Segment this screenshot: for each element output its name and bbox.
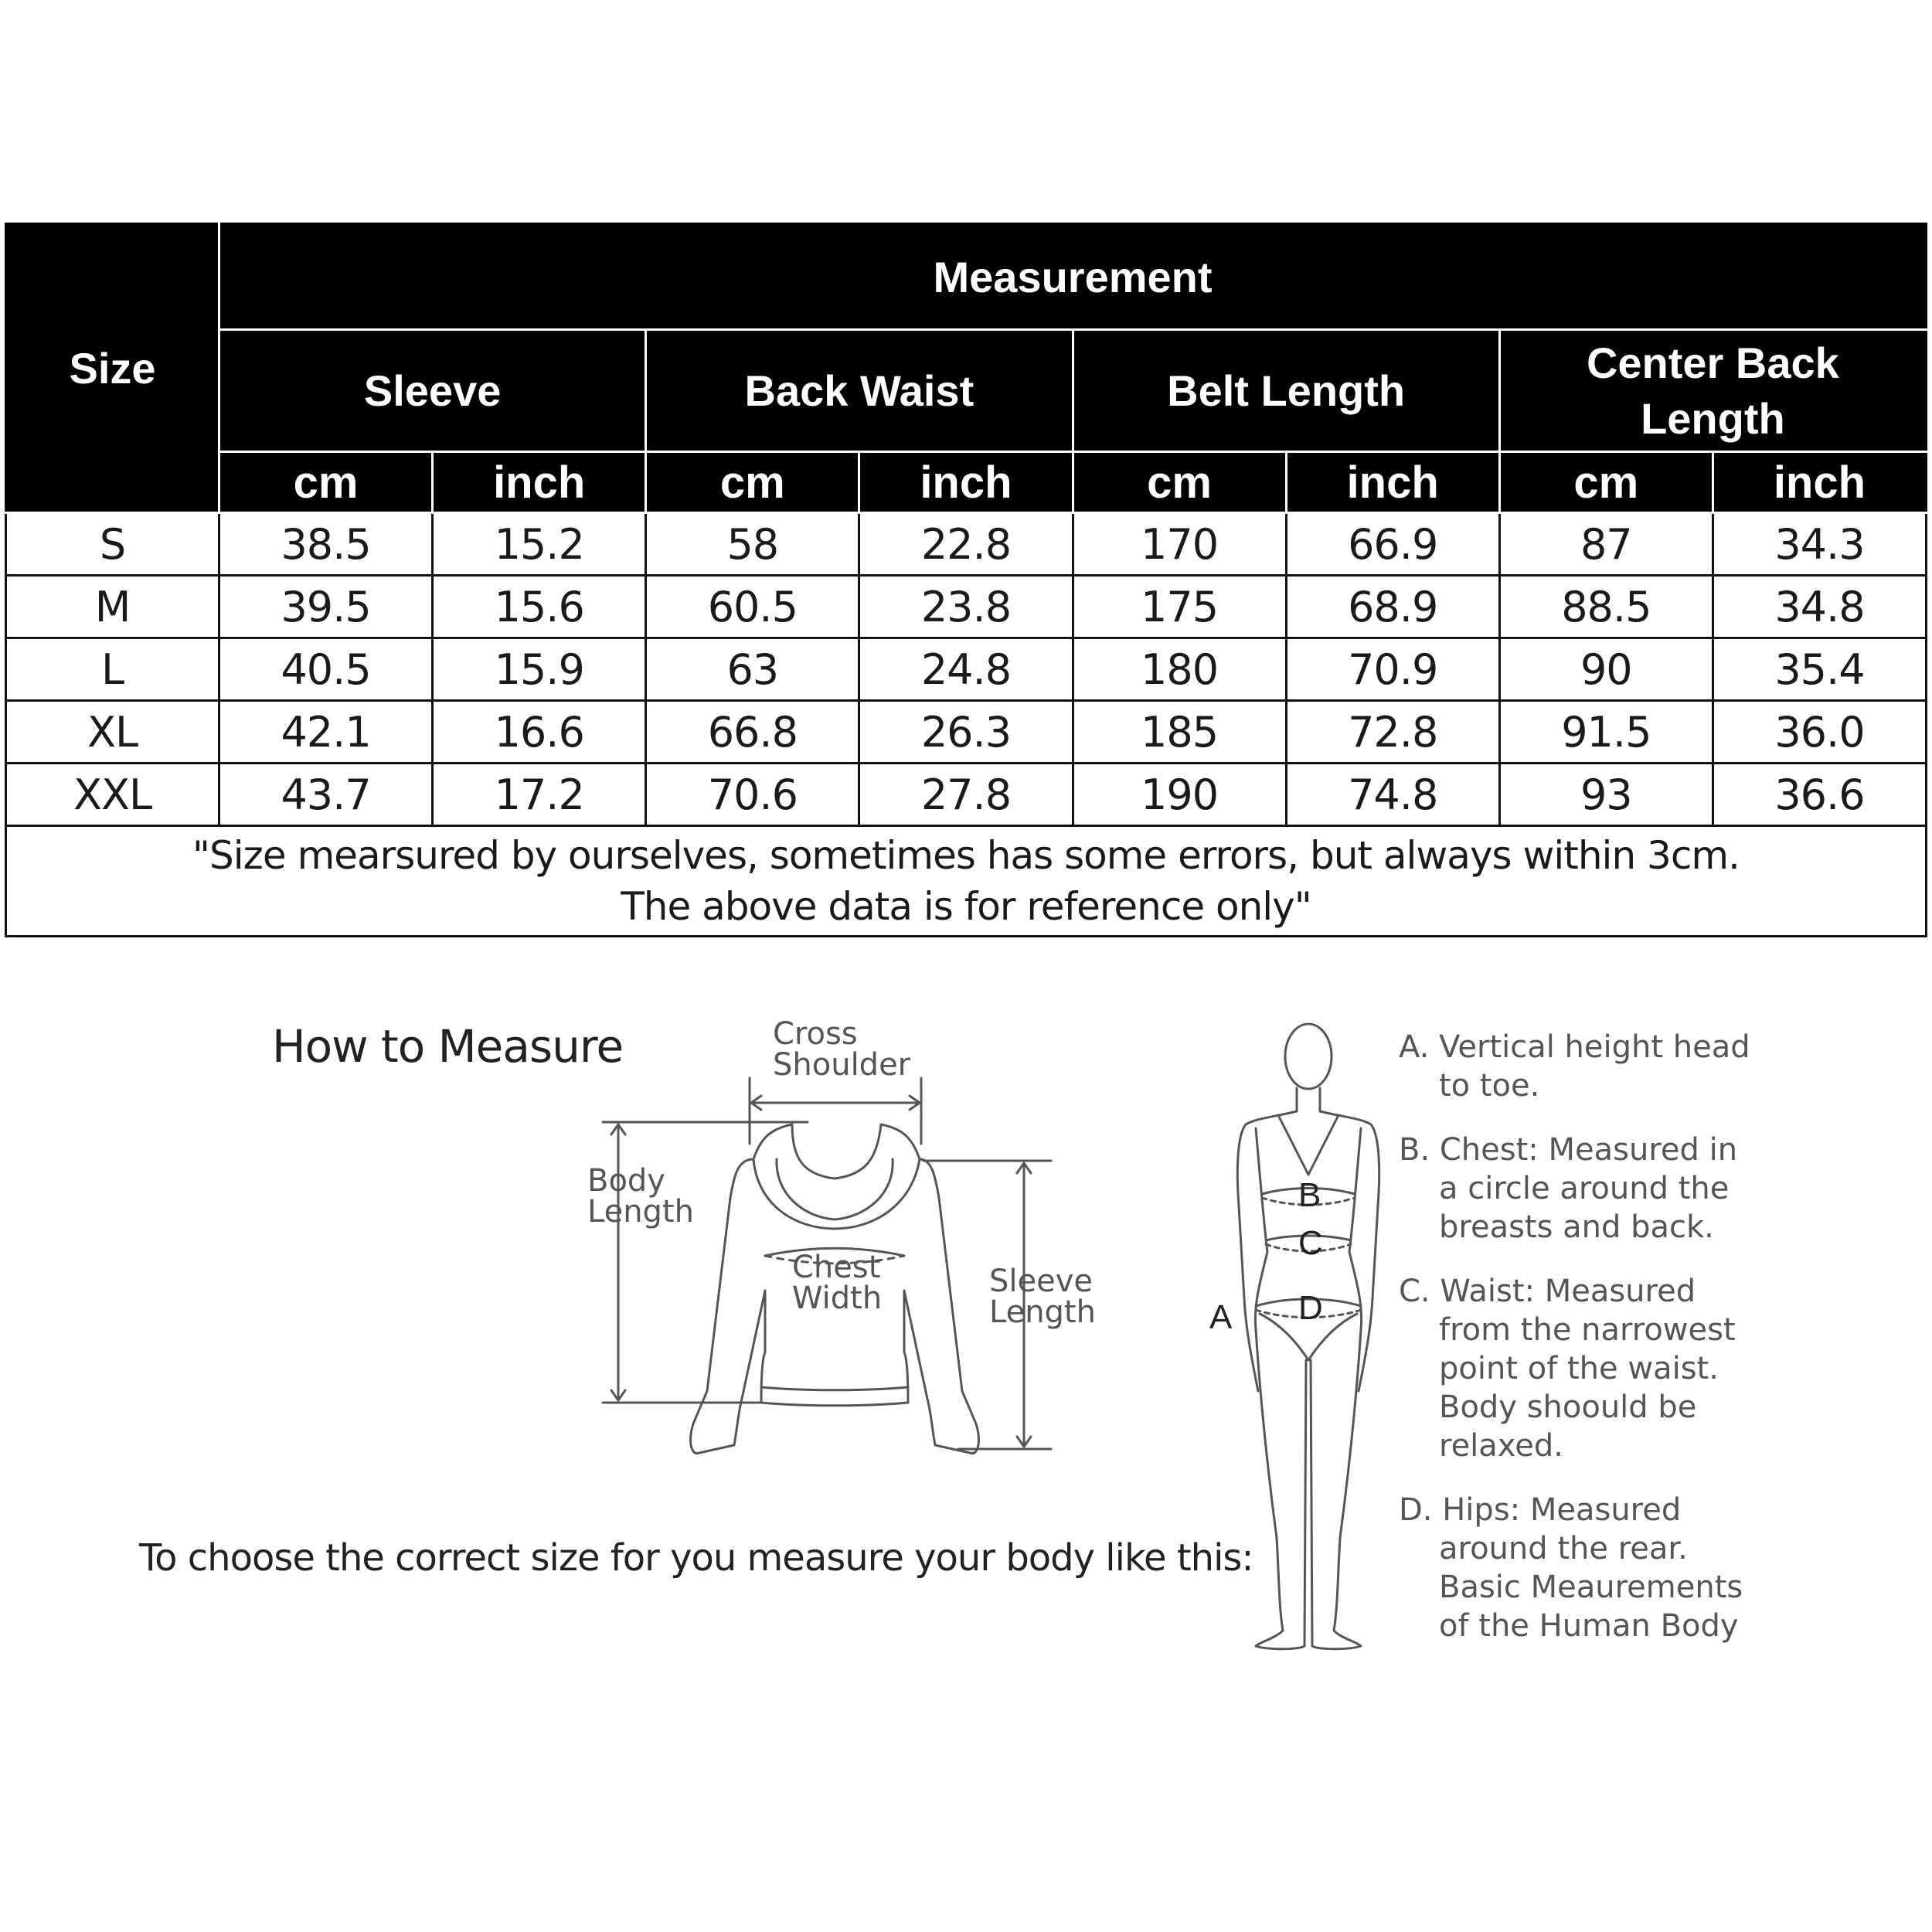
value-cell: 58 (646, 513, 859, 576)
value-cell: 34.3 (1713, 513, 1926, 576)
value-cell: 26.3 (859, 701, 1073, 764)
note-line-1: "Size mearsured by ourselves, sometimes has some errors, but always within 3cm. (192, 833, 1740, 878)
value-cell: 68.9 (1286, 576, 1499, 638)
value-cell: 190 (1073, 764, 1286, 826)
value-cell: 24.8 (859, 638, 1073, 701)
value-cell: 15.9 (433, 638, 646, 701)
unit-header: inch (859, 452, 1073, 513)
value-cell: 72.8 (1286, 701, 1499, 764)
unit-header: cm (219, 452, 433, 513)
value-cell: 70.9 (1286, 638, 1499, 701)
value-cell: 40.5 (219, 638, 433, 701)
unit-header: cm (1073, 452, 1286, 513)
unit-header: inch (433, 452, 646, 513)
how-to-measure-title: How to Measure (272, 1020, 624, 1073)
value-cell: 38.5 (219, 513, 433, 576)
cross-shoulder-label: Cross Shoulder (773, 1016, 911, 1083)
value-cell: 90 (1499, 638, 1713, 701)
value-cell: 15.6 (433, 576, 646, 638)
value-cell: 16.6 (433, 701, 646, 764)
value-cell: 43.7 (219, 764, 433, 826)
cross-shoulder-arrow (750, 1078, 921, 1144)
legend-item-c: C. Waist: Measured from the narrowest point of the waist. Body shoould be relaxed. (1399, 1274, 1736, 1464)
value-cell: 70.6 (646, 764, 859, 826)
group-header-sleeve: Sleeve (219, 330, 646, 452)
value-cell: 22.8 (859, 513, 1073, 576)
value-cell: 34.8 (1713, 576, 1926, 638)
body-label-a: A (1209, 1298, 1233, 1336)
size-cell: XXL (6, 764, 219, 826)
value-cell: 15.2 (433, 513, 646, 576)
body-label-c: C (1298, 1224, 1323, 1262)
value-cell: 87 (1499, 513, 1713, 576)
size-cell: S (6, 513, 219, 576)
legend-item-a: A. Vertical height head to toe. (1399, 1029, 1750, 1104)
value-cell: 42.1 (219, 701, 433, 764)
value-cell: 88.5 (1499, 576, 1713, 638)
sleeve-length-label: Sleeve Length (989, 1264, 1096, 1330)
value-cell: 39.5 (219, 576, 433, 638)
size-cell: M (6, 576, 219, 638)
value-cell: 23.8 (859, 576, 1073, 638)
value-cell: 175 (1073, 576, 1286, 638)
value-cell: 27.8 (859, 764, 1073, 826)
group-header-belt-length: Belt Length (1073, 330, 1499, 452)
value-cell: 185 (1073, 701, 1286, 764)
measurement-header: Measurement (219, 224, 1927, 330)
value-cell: 17.2 (433, 764, 646, 826)
body-length-label: Body Length (587, 1163, 694, 1230)
choose-size-instruction: To choose the correct size for you measure your body like this: (139, 1536, 1253, 1580)
legend-item-b: B. Chest: Measured in a circle around the breasts and back. (1399, 1132, 1738, 1245)
value-cell: 93 (1499, 764, 1713, 826)
size-header: Size (6, 224, 219, 513)
value-cell: 66.8 (646, 701, 859, 764)
value-cell: 170 (1073, 513, 1286, 576)
size-cell: L (6, 638, 219, 701)
unit-header: cm (646, 452, 859, 513)
group-header-center-back-length: Center Back Length (1499, 330, 1926, 452)
value-cell: 36.0 (1713, 701, 1926, 764)
body-label-b: B (1298, 1176, 1321, 1214)
value-cell: 91.5 (1499, 701, 1713, 764)
value-cell: 35.4 (1713, 638, 1926, 701)
human-body-illustration (1237, 1024, 1379, 1649)
body-label-d: D (1298, 1289, 1323, 1327)
unit-header: cm (1499, 452, 1713, 513)
value-cell: 60.5 (646, 576, 859, 638)
value-cell: 63 (646, 638, 859, 701)
body-measurement-legend (1399, 1028, 1762, 1671)
value-cell: 180 (1073, 638, 1286, 701)
note-line-2: The above data is for reference only" (621, 884, 1311, 929)
value-cell: 66.9 (1286, 513, 1499, 576)
value-cell: 74.8 (1286, 764, 1499, 826)
legend-item-d: D. Hips: Measured around the rear. Basic Meaurements of the Human Body (1399, 1492, 1743, 1644)
unit-header: inch (1286, 452, 1499, 513)
size-cell: XL (6, 701, 219, 764)
chest-width-label: Chest Width (792, 1250, 883, 1316)
value-cell: 36.6 (1713, 764, 1926, 826)
group-header-back-waist: Back Waist (646, 330, 1073, 452)
unit-header: inch (1713, 452, 1926, 513)
